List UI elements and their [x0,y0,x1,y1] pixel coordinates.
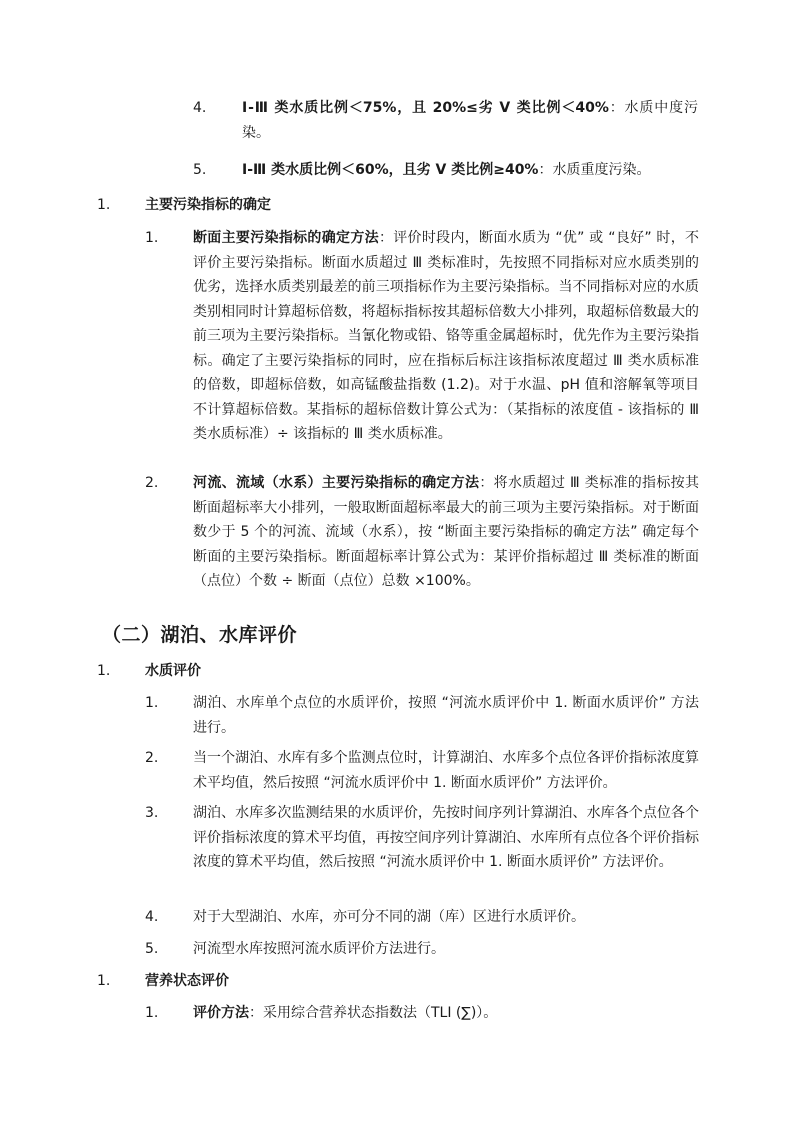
list-item: 湖泊、水库单个点位的水质评价，按照 “河流水质评价中 1. 断面水质评价” 方法进行。 [193,695,699,736]
section-number: 1. [97,973,111,989]
list-item: 河流型水库按照河流水质评价方法进行。 [193,941,445,957]
item-bold-lead: Ⅰ-Ⅲ 类水质比例＜75%，且 20%≤劣 Ⅴ 类比例＜40% [242,100,609,116]
section-title: 主要污染指标的确定 [145,197,271,213]
section-title: 营养状态评价 [145,973,229,989]
item-text: ：评价时段内，断面水质为 “优” 或 “良好” 时，不评价主要污染指标。断面水质超过 Ⅲ 类标准时，先按照不同指标对应水质类别的优劣，选择水质类别最差的前三项指标作为主要污染指标。当不同指标对应的水质类别相同时计算超标倍数，将超标指标按其超标倍数大小排列，取超标倍数最大的前三项为主要污染指标。当氰化物或铅、铬等重金属超标时，优先作为主要污染指标。确定了主要污染指标的同时，应在指标后标注该指标浓度超过 Ⅲ 类水质标准的倍数，即超标倍数，如高锰酸盐指数 (1.2)。对于水温、pH 值和溶解氧等项目不计算超标倍数。某指标的超标倍数计算公式为：（某指标的浓度值 - 该指标的 Ⅲ 类水质标准）÷ 该指标的 Ⅲ 类水质标准。 [193,230,700,442]
list-number: 4. [145,909,159,925]
list-number: 5. [145,941,159,957]
item-bold-lead: 断面主要污染指标的确定方法 [193,230,379,246]
item-text: ：水质重度污染。 [538,162,651,178]
list-number: 1. [145,1005,159,1021]
list-item: 对于大型湖泊、水库，亦可分不同的湖（库）区进行水质评价。 [193,909,585,925]
section-title: 水质评价 [145,663,201,679]
section-number: 1. [97,197,111,213]
item-bold-lead: Ⅰ-Ⅲ 类水质比例＜60%，且劣 Ⅴ 类比例≥40% [242,162,539,178]
list-item [193,471,699,594]
list-item [193,1001,699,1026]
list-number: 1. [145,230,159,246]
list-number: 4. [193,100,207,116]
item-text: ：将水质超过 Ⅲ 类标准的指标按其断面超标率大小排列，一般取断面超标率最大的前三项为主要污染指标。对于断面数少于 5 个的河流、流域（水系），按 “断面主要污染指标的确定方法” 确定每个断面的主要污染指标。断面超标率计算公式为：某评价指标超过 Ⅲ 类标准的断面（点位）个数 ÷ 断面（点位）总数 ×100%。 [193,475,699,589]
list-number: 2. [145,475,159,491]
list-item: 当一个湖泊、水库有多个监测点位时，计算湖泊、水库多个点位各评价指标浓度算术平均值，然后按照 “河流水质评价中 1. 断面水质评价” 方法评价。 [193,750,699,791]
section-heading: （二）湖泊、水库评价 [102,624,298,646]
list-item [193,226,699,447]
item-bold-lead: 河流、流域（水系）主要污染指标的确定方法 [193,475,480,491]
list-item [242,158,698,183]
list-number: 5. [193,162,207,178]
list-item [242,96,698,145]
list-number: 1. [145,695,159,711]
list-item: 湖泊、水库多次监测结果的水质评价，先按时间序列计算湖泊、水库各个点位各个评价指标浓度的算术平均值，再按空间序列计算湖泊、水库所有点位各个评价指标浓度的算术平均值，然后按照 “河流水质评价中 1. 断面水质评价” 方法评价。 [193,805,699,870]
section-number: 1. [97,663,111,679]
item-text: ：采用综合营养状态指数法（TLI (∑)）。 [249,1005,498,1021]
list-number: 2. [145,750,159,766]
item-text: ：水质中度污染。 [242,100,698,141]
list-number: 3. [145,805,159,821]
item-bold-lead: 评价方法 [193,1005,249,1021]
